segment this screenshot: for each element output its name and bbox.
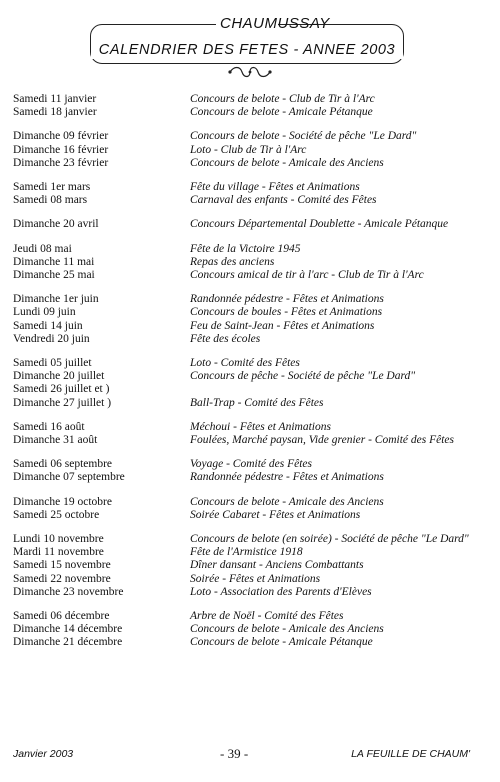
event-description: Concours Départemental Doublette - Amicale Pétanque [190,218,449,231]
event-date: Samedi 1er mars [13,181,91,193]
event-date: Dimanche 23 février [13,156,109,169]
event-description: Fête des écoles [190,332,261,345]
event-description: Concours de belote (en soirée) - Société de pêche "Le Dard" [190,533,469,545]
footer-date: Janvier 2003 [13,748,74,760]
event-date: Samedi 14 juin [13,319,83,332]
event-description: Concours de belote - Club de Tir à l'Arc [190,93,375,105]
event-date: Dimanche 19 octobre [13,495,112,508]
event-description: Voyage - Comité des Fêtes [190,458,312,471]
event-description: Concours de boules - Fêtes et Animations [190,306,383,319]
event-date: Samedi 22 novembre [13,572,111,585]
event-description: Fête du village - Fêtes et Animations [190,181,360,193]
event-description: Loto - Comité des Fêtes [190,357,300,369]
event-date: Samedi 05 juillet [13,357,92,369]
event-description: Concours de belote - Amicale des Anciens [190,623,384,636]
event-description: Carnaval des enfants - Comité des Fêtes [190,194,377,207]
event-date: Vendredi 20 juin [13,332,90,345]
event-description: Concours de belote - Amicale Pétanque [190,106,373,119]
event-date: Dimanche 09 février [13,130,109,143]
event-date: Dimanche 25 mai [13,269,95,281]
event-date: Dimanche 07 septembre [13,471,125,484]
event-description: Dîner dansant - Anciens Combattants [190,559,364,572]
event-description: Loto - Club de Tir à l'Arc [190,143,307,156]
event-description: Randonnée pédestre - Fêtes et Animations [190,471,384,484]
event-description: Concours de belote - Amicale des Anciens [190,156,384,169]
scroll-flourish-icon [226,66,274,78]
event-date: Dimanche 23 novembre [13,585,124,598]
event-date: Dimanche 11 mai [13,255,95,268]
event-date: Dimanche 31 août [13,434,98,446]
event-date: Lundi 10 novembre [13,533,104,545]
event-description: Soirée Cabaret - Fêtes et Animations [190,508,361,521]
event-description: Concours de pêche - Société de pêche "Le Dard" [190,370,416,383]
event-date: Samedi 11 janvier [13,93,97,105]
event-date: Samedi 08 mars [13,194,88,207]
event-description: Concours de belote - Amicale des Anciens [190,495,384,508]
event-description: Méchoui - Fêtes et Animations [190,420,331,433]
event-date: Samedi 15 novembre [13,559,111,572]
page-number: - 39 - [220,746,249,761]
page-subtitle: CALENDRIER DES FETES - ANNEE 2003 [91,41,403,59]
event-description: Fête de l'Armistice 1918 [190,546,303,559]
event-date: Samedi 16 août [13,420,85,433]
header-box [90,15,404,64]
event-description: Concours de belote - Société de pêche "Le Dard" [190,130,417,143]
event-date: Dimanche 27 juillet ) [13,396,112,409]
event-description: Fête de la Victoire 1945 [190,242,301,255]
page-footer [0,744,500,764]
event-description: Arbre de Noël - Comité des Fêtes [190,610,344,622]
event-description: Feu de Saint-Jean - Fêtes et Animations [190,319,375,332]
event-date: Dimanche 1er juin [13,293,99,306]
event-description: Concours de belote - Amicale Pétanque [190,636,373,649]
event-description: Ball-Trap - Comité des Fêtes [190,396,324,409]
event-date: Samedi 25 octobre [13,508,100,521]
page-title: CHAUMUSSAY [216,15,278,33]
event-description: Repas des anciens [190,255,275,268]
event-description: Randonnée pédestre - Fêtes et Animations [190,293,384,306]
event-date: Samedi 06 septembre [13,458,113,471]
event-description: Foulées, Marché paysan, Vide grenier - Comité des Fêtes [190,434,455,446]
event-date: Samedi 26 juillet et ) [13,383,110,396]
publication-name: LA FEUILLE DE CHAUM' [351,748,470,760]
event-date: Samedi 06 décembre [13,610,110,622]
event-date: Dimanche 21 décembre [13,636,123,649]
event-description: Concours amical de tir à l'arc - Club de Tir à l'Arc [190,269,424,281]
event-date: Samedi 18 janvier [13,106,97,119]
event-description: Soirée - Fêtes et Animations [190,572,321,585]
event-date: Jeudi 08 mai [13,242,72,255]
event-date: Lundi 09 juin [13,306,76,319]
event-date: Dimanche 20 juillet [13,370,105,383]
event-description: Loto - Association des Parents d'Elèves [190,585,372,598]
event-date: Dimanche 16 février [13,143,109,156]
event-date: Mardi 11 novembre [13,546,104,559]
event-date: Dimanche 20 avril [13,218,99,231]
event-date: Dimanche 14 décembre [13,623,123,636]
